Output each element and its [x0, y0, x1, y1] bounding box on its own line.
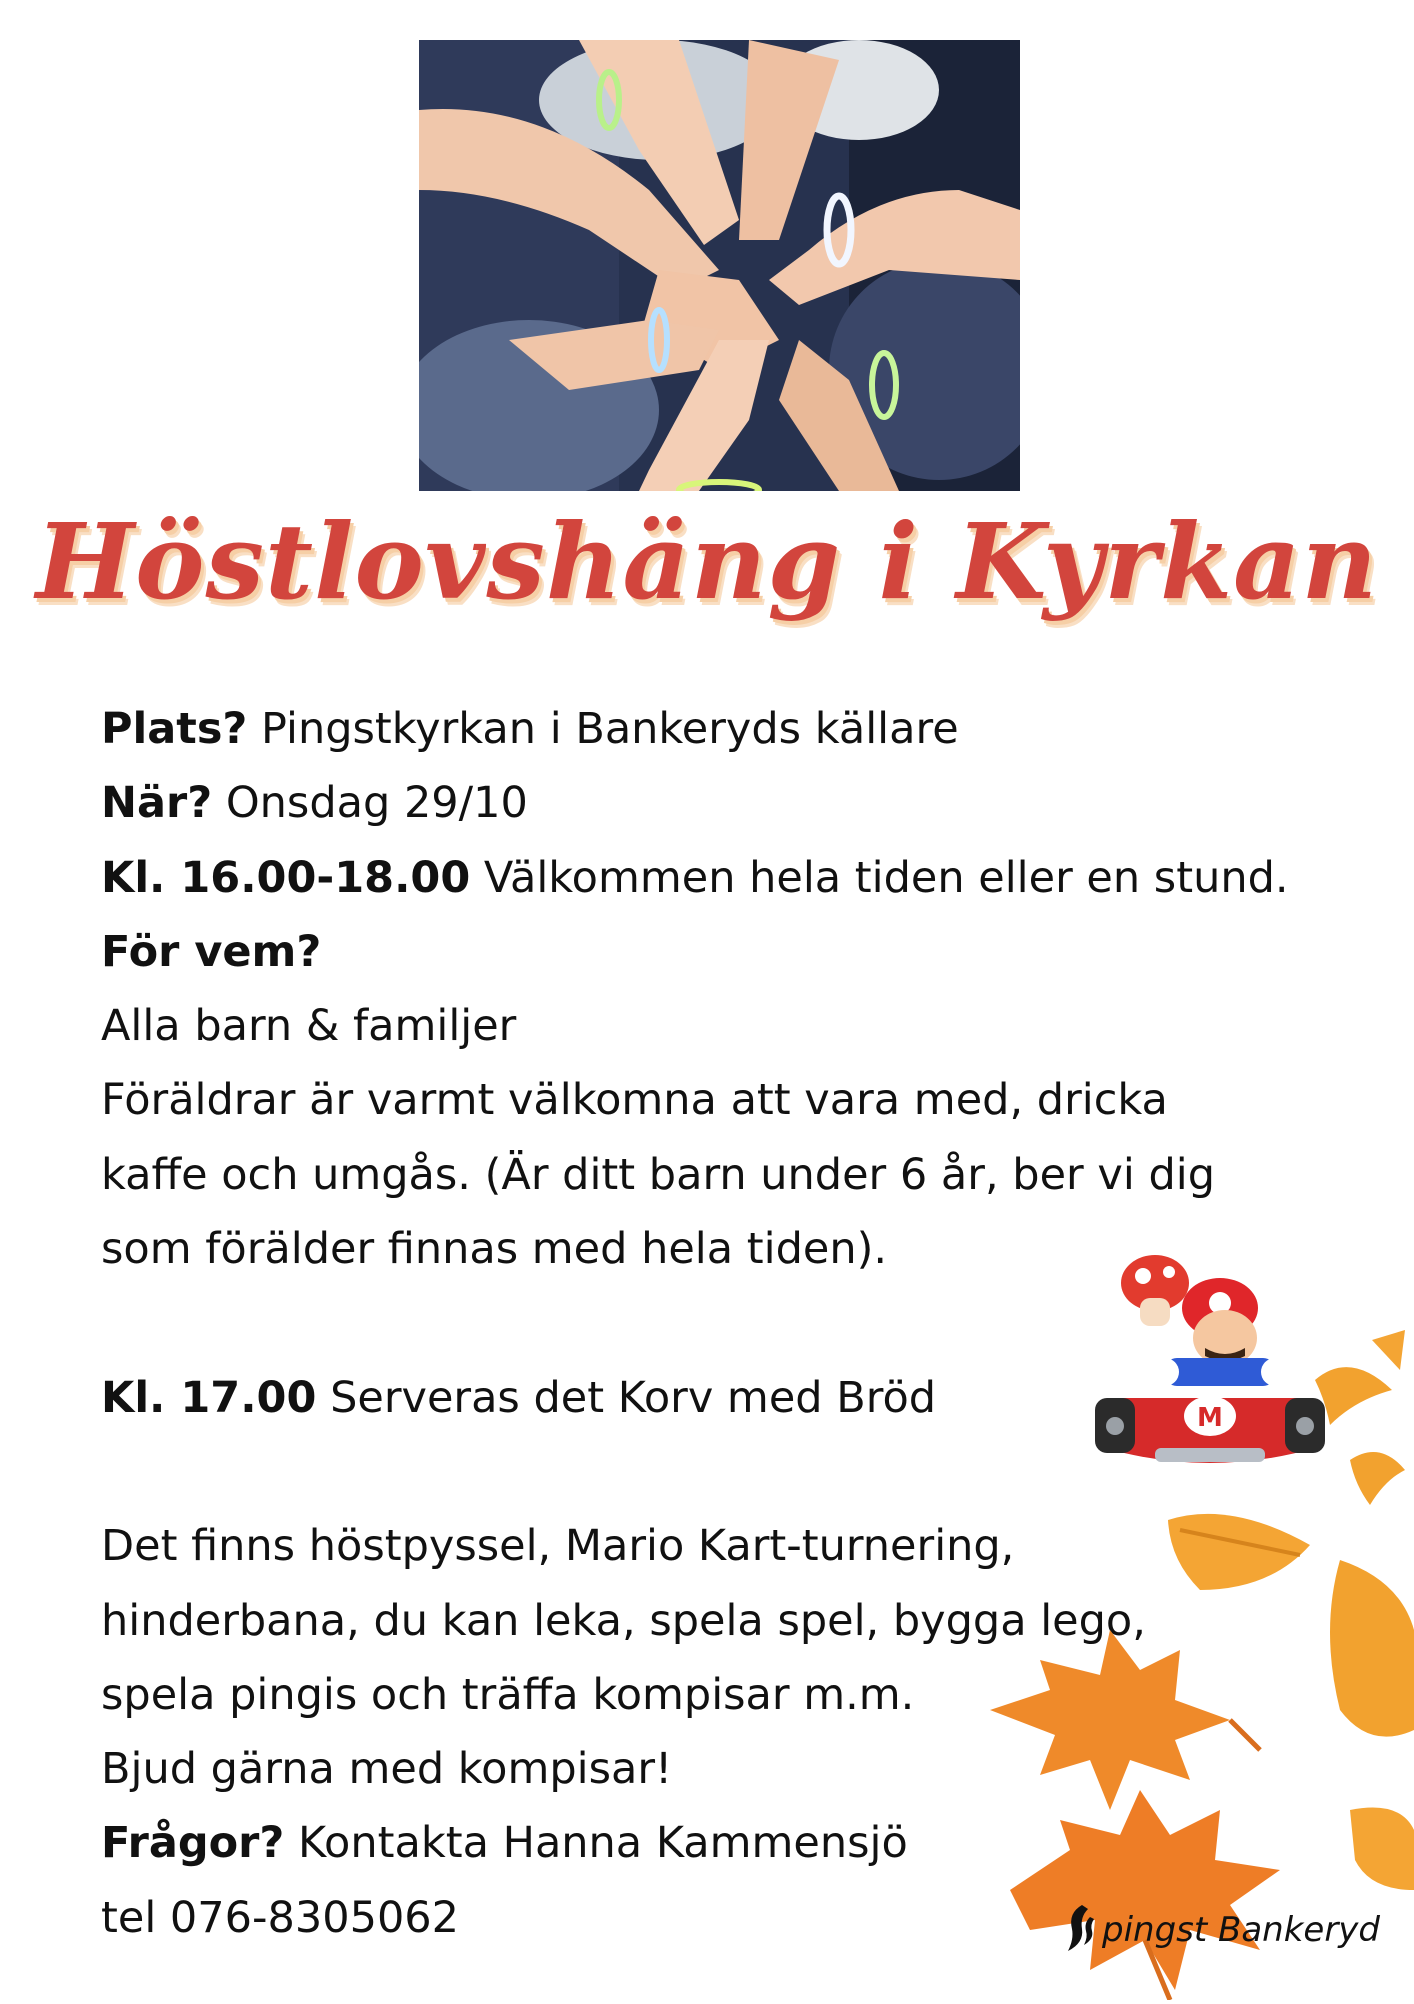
activity-line: hinderbana, du kan leka, spela spel, bygga lego,: [101, 1595, 1146, 1646]
questions-value: Kontakta Hanna Kammensjö: [298, 1818, 908, 1869]
activity-line: Bjud gärna med kompisar!: [101, 1744, 673, 1795]
questions-label: Frågor?: [101, 1818, 285, 1869]
for-whom-line: Alla barn & familjer: [101, 1001, 517, 1052]
activity-line: Det finns höstpyssel, Mario Kart-turnering,: [101, 1521, 1015, 1572]
phone-line: tel 076-8305062: [101, 1892, 460, 1943]
place-line: [101, 692, 1351, 766]
place-label: Plats?: [101, 704, 248, 754]
for-whom-line: som förälder finnas med hela tiden).: [101, 1224, 888, 1275]
when-line: [101, 766, 1351, 840]
time-label: Kl. 16.00-18.00: [101, 852, 471, 903]
pingst-bankeryd-logo: [1062, 1900, 1380, 1960]
hands-together-photo: [419, 40, 1020, 491]
logo-text: pingst Bankeryd: [1102, 1910, 1381, 1950]
when-label: När?: [101, 778, 213, 829]
poster-title: Höstlovshäng i Kyrkan: [35, 500, 1379, 623]
for-whom-line: kaffe och umgås. (Är ditt barn under 6 år, ber vi dig: [101, 1149, 1215, 1200]
svg-text:M: M: [1197, 1403, 1223, 1433]
when-value: Onsdag 29/10: [225, 778, 528, 829]
activity-line: spela pingis och träffa kompisar m.m.: [101, 1669, 915, 1720]
food-label: Kl. 17.00: [101, 1372, 317, 1423]
place-value: Pingstkyrkan i Bankeryds källare: [261, 704, 959, 754]
time-line: [101, 841, 1351, 915]
for-whom-label: För vem?: [101, 926, 322, 977]
pingst-logo-icon: [1062, 1903, 1096, 1957]
time-value: Välkommen hela tiden eller en stund.: [483, 852, 1289, 903]
for-whom-line: Föräldrar är varmt välkomna att vara med, dricka: [101, 1075, 1168, 1126]
food-value: Serveras det Korv med Bröd: [330, 1372, 937, 1423]
